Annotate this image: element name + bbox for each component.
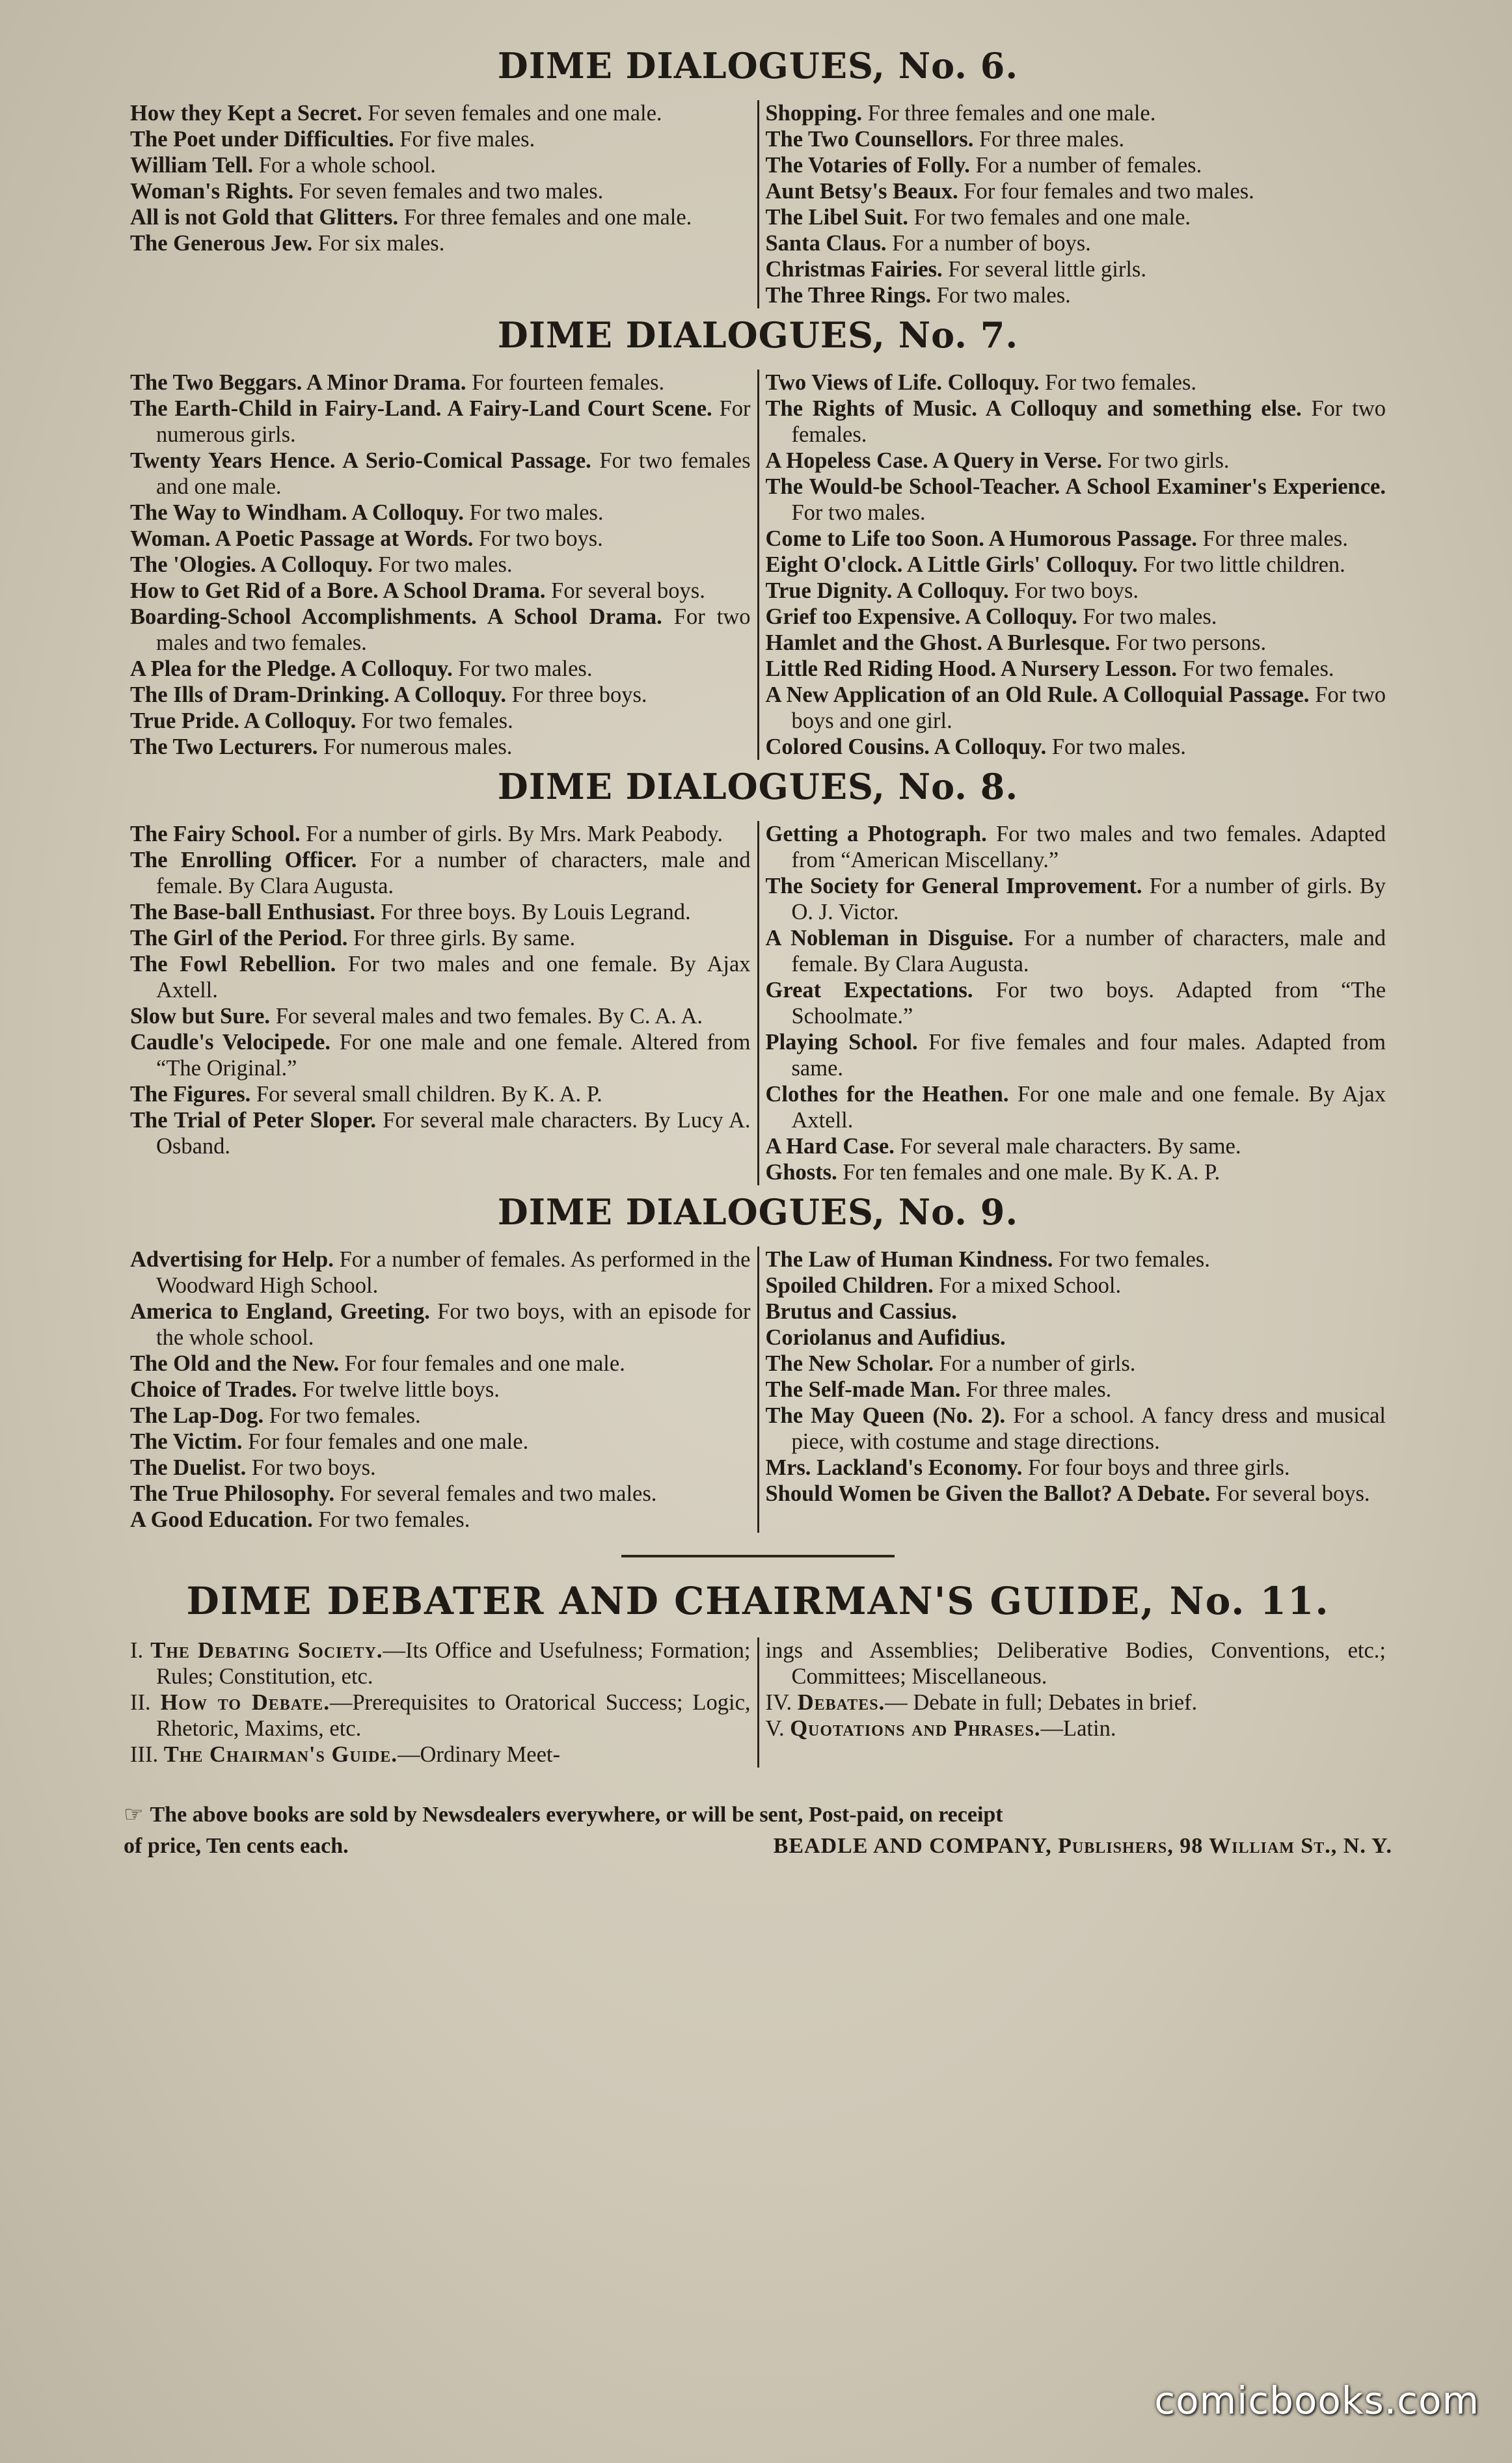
dialogue-cast: For two males.: [791, 500, 926, 526]
dialogue-entry: [766, 1246, 1386, 1272]
dialogue-cast: For two females and one male.: [156, 448, 751, 500]
dialogue-cast: For two persons.: [1116, 630, 1267, 656]
dialogue-title: Should Women be Given the Ballot? A Debate.: [765, 1481, 1211, 1507]
dialogue-entry: [130, 656, 751, 682]
dialogue-entry: [130, 1403, 751, 1429]
dialogue-entry: [130, 1246, 751, 1299]
dialogue-cast: For two males.: [1083, 604, 1217, 630]
dialogue-cast: For a number of girls. By O. J. Victor.: [791, 874, 1386, 925]
dialogue-entry: [766, 1272, 1386, 1299]
debater-heading: Quotations and Phrases.: [790, 1716, 1041, 1742]
dialogue-cast: For two males.: [936, 283, 1071, 308]
dialogue-cast: For several male characters. By Lucy A. Osband.: [156, 1108, 751, 1159]
dialogue-cast: For four females and one male.: [248, 1429, 529, 1455]
debater-entry: [130, 1742, 751, 1768]
dialogue-title: Christmas Fairies.: [765, 257, 943, 282]
dialogue-cast: For two females and one male.: [913, 205, 1191, 230]
debater-heading: The Chairman's Guide.: [163, 1742, 398, 1768]
dialogue-cast: For two females.: [361, 708, 513, 734]
dialogue-cast: For a whole school.: [258, 153, 436, 178]
column-right: [759, 370, 1393, 760]
dialogue-cast: For one male and one female. By Ajax Axtell.: [791, 1082, 1386, 1133]
dialogue-entry: [130, 100, 751, 126]
section-title: DIME DIALOGUES, No. 6.: [497, 45, 1019, 87]
dialogue-cast: For a number of characters, male and female. By Clara Augusta.: [791, 926, 1386, 977]
dialogue-cast: For a number of boys.: [892, 231, 1091, 256]
dialogue-cast: For five males.: [399, 127, 535, 152]
dialogue-title: Coriolanus and Aufidius.: [765, 1325, 1006, 1351]
dialogue-title: The Trial of Peter Sloper.: [130, 1108, 376, 1133]
dialogue-title: A Good Education.: [130, 1507, 313, 1533]
dialogue-title: A Plea for the Pledge. A Colloquy.: [130, 656, 453, 682]
dialogue-cast: For several small children. By K. A. P.: [256, 1082, 602, 1107]
section-columns: [124, 821, 1392, 1185]
dialogue-title: Spoiled Children.: [765, 1273, 934, 1299]
dialogue-cast: For a number of females. As performed in the Woodward High School.: [156, 1247, 751, 1299]
dialogue-title: Eight O'clock. A Little Girls' Colloquy.: [765, 552, 1138, 578]
section-columns: [124, 370, 1392, 760]
dialogue-cast: For two females.: [791, 396, 1386, 448]
dialogue-entry: [766, 656, 1386, 682]
dialogue-title: The Lap-Dog.: [130, 1403, 264, 1429]
dialogue-entry: [766, 1377, 1386, 1403]
dialogue-entry: [766, 474, 1386, 526]
dialogue-entry: [130, 396, 751, 448]
dialogue-entry: [766, 100, 1386, 126]
debater-column-left: [124, 1637, 759, 1768]
section-columns: [124, 100, 1392, 308]
dialogue-entry: [766, 682, 1386, 734]
dialogue-entry: [766, 204, 1386, 230]
dialogue-title: The Fowl Rebellion.: [130, 952, 336, 977]
dialogue-title: Colored Cousins. A Colloquy.: [765, 734, 1047, 760]
column-left: [124, 370, 759, 760]
dialogue-cast: For several boys.: [551, 578, 705, 604]
dialogue-entry: [766, 734, 1386, 760]
debater-desc: —Prerequisites to Oratorical Success; Logic, Rhetoric, Maxims, etc.: [156, 1690, 751, 1742]
dialogue-cast: For two boys and one girl.: [791, 682, 1386, 734]
dialogue-cast: For three girls. By same.: [353, 926, 576, 951]
dialogue-cast: For two males.: [1051, 734, 1186, 760]
dialogue-cast: For two females.: [1045, 370, 1197, 396]
dialogue-entry: [766, 396, 1386, 448]
dialogue-cast: For two boys.: [251, 1455, 376, 1481]
dialogue-title: The Girl of the Period.: [130, 926, 348, 951]
debater-columns: [124, 1637, 1392, 1768]
debater-numeral: V.: [765, 1716, 785, 1742]
debater-numeral: II.: [130, 1690, 151, 1716]
dialogue-title: The Enrolling Officer.: [130, 848, 357, 873]
dialogue-entry: [130, 1081, 751, 1107]
dialogue-entry: [766, 1403, 1386, 1455]
notice-text: The above books are sold by Newsdealers everywhere, or will be sent, Post-paid, on receipt: [150, 1803, 1003, 1827]
debater-entry: [766, 1716, 1386, 1742]
dialogue-title: The May Queen (No. 2).: [765, 1403, 1006, 1429]
dialogue-cast: For two males and one female. By Ajax Axtell.: [156, 952, 751, 1003]
dialogue-cast: For numerous girls.: [156, 396, 751, 448]
dialogue-cast: For six males.: [317, 231, 445, 256]
dialogue-title: Clothes for the Heathen.: [765, 1082, 1009, 1107]
dialogue-cast: For two females.: [269, 1403, 421, 1429]
dialogue-cast: For two boys, with an episode for the whole school.: [156, 1299, 751, 1351]
dialogue-entry: [766, 448, 1386, 474]
dialogue-cast: For two females.: [1182, 656, 1334, 682]
dialogue-title: The Duelist.: [130, 1455, 247, 1481]
notice-line-1: [124, 1799, 1392, 1831]
dialogue-entry: [130, 204, 751, 230]
dialogue-entry: [130, 1107, 751, 1159]
dialogue-entry: [130, 500, 751, 526]
column-right: [759, 100, 1393, 308]
section-columns: [124, 1246, 1392, 1533]
dialogue-title: Twenty Years Hence. A Serio-Comical Passage.: [130, 448, 591, 474]
debater-heading: Debates.: [797, 1690, 885, 1716]
dialogue-entry: [766, 370, 1386, 396]
dialogue-cast: For ten females and one male. By K. A. P.: [843, 1160, 1221, 1185]
dialogue-entry: [766, 1351, 1386, 1377]
dialogue-title: Come to Life too Soon. A Humorous Passage.: [765, 526, 1198, 552]
watermark-text: comicbooks.com: [1154, 2378, 1479, 2423]
debater-entry: [766, 1689, 1386, 1716]
dialogue-entry: [130, 1003, 751, 1029]
dialogue-title: The Poet under Difficulties.: [130, 127, 394, 152]
column-right: [759, 821, 1393, 1185]
dialogue-cast: For a number of females.: [975, 153, 1202, 178]
dialogue-entry: [766, 925, 1386, 977]
dialogue-title: Woman. A Poetic Passage at Words.: [130, 526, 474, 552]
dialogue-title: The Ills of Dram-Drinking. A Colloquy.: [130, 682, 506, 708]
dialogue-entry: [130, 708, 751, 734]
dialogue-title: True Pride. A Colloquy.: [130, 708, 357, 734]
dialogue-cast: For three males.: [966, 1377, 1112, 1403]
debater-desc: ings and Assemblies; Deliberative Bodies, Conventions, etc.; Committees; Miscellaneous.: [765, 1638, 1386, 1689]
dialogue-title: The Law of Human Kindness.: [765, 1247, 1053, 1272]
dialogue-entry: [766, 630, 1386, 656]
debater-desc: —Its Office and Usefulness; Formation; Rules; Constitution, etc.: [156, 1638, 751, 1689]
dialogue-entry: [130, 604, 751, 656]
dialogue-cast: For a school. A fancy dress and musical piece, with costume and stage directions.: [791, 1403, 1386, 1455]
dialogue-cast: For several male characters. By same.: [900, 1134, 1241, 1159]
dialogue-entry: [130, 370, 751, 396]
dialogue-cast: For two males.: [378, 552, 513, 578]
debater-heading: How to Debate.: [160, 1690, 330, 1716]
dialogue-title: Little Red Riding Hood. A Nursery Lesson.: [765, 656, 1178, 682]
debater-numeral: IV.: [765, 1690, 792, 1716]
dialogue-entry: [130, 1429, 751, 1455]
dialogue-title: Great Expectations.: [765, 978, 973, 1003]
dialogue-title: The Fairy School.: [130, 822, 301, 847]
dialogue-title: The Victim.: [130, 1429, 243, 1455]
dialogue-title: Two Views of Life. Colloquy.: [765, 370, 1040, 396]
dialogue-cast: For three males.: [1202, 526, 1348, 552]
dialogue-entry: [130, 1029, 751, 1081]
dialogue-cast: For three males.: [979, 127, 1125, 152]
dialogue-entry: [130, 578, 751, 604]
debater-heading: The Debating Society.: [150, 1638, 383, 1663]
dialogue-cast: For two females.: [318, 1507, 470, 1533]
dialogue-cast: For two boys.: [479, 526, 603, 552]
dialogue-title: The Rights of Music. A Colloquy and something else.: [765, 396, 1302, 422]
dialogue-entry: [130, 1455, 751, 1481]
dialogue-cast: For four females and two males.: [964, 179, 1254, 204]
divider-rule: [621, 1555, 895, 1557]
dialogue-entry: [130, 552, 751, 578]
dialogue-title: Mrs. Lackland's Economy.: [765, 1455, 1023, 1481]
publisher-notice: [124, 1799, 1392, 1862]
dialogue-title: Boarding-School Accomplishments. A School Drama.: [130, 604, 662, 630]
dialogue-entry: [130, 682, 751, 708]
dialogue-title: Caudle's Velocipede.: [130, 1030, 331, 1055]
dialogue-title: True Dignity. A Colloquy.: [765, 578, 1009, 604]
debater-entry: [130, 1637, 751, 1689]
dialogue-entry: [130, 734, 751, 760]
dialogue-entry: [130, 1351, 751, 1377]
dialogue-title: The Votaries of Folly.: [765, 153, 970, 178]
dialogue-title: The Self-made Man.: [765, 1377, 961, 1403]
dialogue-title: The Way to Windham. A Colloquy.: [130, 500, 464, 526]
dialogue-title: A Nobleman in Disguise.: [765, 926, 1014, 951]
dialogue-cast: For two females.: [1059, 1247, 1210, 1272]
dialogue-cast: For a number of girls.: [939, 1351, 1136, 1377]
pointing-hand-icon: ☞: [124, 1801, 144, 1828]
debater-numeral: I.: [130, 1638, 144, 1663]
dialogue-title: All is not Gold that Glitters.: [130, 205, 399, 230]
debater-entry: [130, 1689, 751, 1742]
dialogue-cast: For two boys.: [1014, 578, 1139, 604]
dialogue-cast: For two males.: [458, 656, 593, 682]
debater-column-right: [759, 1637, 1393, 1768]
column-left: [124, 1246, 759, 1533]
dialogue-cast: For fourteen females.: [472, 370, 665, 396]
dialogue-entry: [766, 230, 1386, 256]
dialogue-entry: [766, 1159, 1386, 1185]
dialogue-title: Brutus and Cassius.: [765, 1299, 957, 1325]
dialogue-title: The Two Counsellors.: [765, 127, 974, 152]
dialogue-title: Getting a Photograph.: [765, 822, 987, 847]
dialogue-title: The Three Rings.: [765, 283, 932, 308]
dialogue-entry: [130, 847, 751, 899]
dialogue-entry: [766, 178, 1386, 204]
dialogue-entry: [766, 821, 1386, 873]
dialogue-entry: [766, 604, 1386, 630]
dialogue-entry: [130, 230, 751, 256]
section-title: DIME DIALOGUES, No. 8.: [497, 766, 1019, 808]
dialogue-entry: [130, 951, 751, 1003]
debater-desc: —Ordinary Meet-: [397, 1742, 561, 1768]
dialogue-entry: [130, 925, 751, 951]
dialogue-title: How to Get Rid of a Bore. A School Drama.: [130, 578, 546, 604]
dialogue-title: Hamlet and the Ghost. A Burlesque.: [765, 630, 1111, 656]
dialogue-title: Santa Claus.: [765, 231, 887, 256]
dialogue-cast: For numerous males.: [323, 734, 513, 760]
dialogue-title: The Old and the New.: [130, 1351, 340, 1377]
dialogue-title: Shopping.: [765, 101, 863, 126]
dialogue-title: The Figures.: [130, 1082, 251, 1107]
dialogue-cast: For three boys.: [511, 682, 647, 708]
dialogue-title: The Two Beggars. A Minor Drama.: [130, 370, 466, 396]
column-right: [759, 1246, 1393, 1533]
dialogue-entry: [130, 152, 751, 178]
dialogue-cast: For four boys and three girls.: [1028, 1455, 1290, 1481]
dialogue-entry: [766, 526, 1386, 552]
dialogue-title: Aunt Betsy's Beaux.: [765, 179, 958, 204]
dialogue-cast: For a number of girls. By Mrs. Mark Peabody.: [306, 822, 723, 847]
dialogue-entry: [130, 448, 751, 500]
dialogue-cast: For several males and two females. By C. A. A.: [275, 1004, 703, 1029]
publisher-address: BEADLE AND COMPANY, Publishers, 98 William St., N. Y.: [773, 1834, 1392, 1859]
column-left: [124, 821, 759, 1185]
dialogue-entry: [766, 1455, 1386, 1481]
dialogue-cast: For seven females and two males.: [299, 179, 604, 204]
dialogue-cast: For three females and one male.: [867, 101, 1156, 126]
dialogue-cast: For one male and one female. Altered from “The Original.”: [156, 1030, 751, 1081]
dialogue-entry: [130, 126, 751, 152]
dialogue-cast: For several females and two males.: [340, 1481, 657, 1507]
dialogue-title: The Would-be School-Teacher. A School Examiner's Experience.: [765, 474, 1386, 500]
dialogue-title: The 'Ologies. A Colloquy.: [130, 552, 373, 578]
dialogue-title: Playing School.: [765, 1030, 918, 1055]
dialogue-cast: For twelve little boys.: [303, 1377, 500, 1403]
dialogue-cast: For five females and four males. Adapted from same.: [791, 1030, 1386, 1081]
section-title: DIME DIALOGUES, No. 9.: [497, 1191, 1019, 1233]
dialogue-cast: For two males and two females.: [156, 604, 751, 656]
price-text: of price, Ten cents each.: [124, 1834, 349, 1859]
debater-entry: [766, 1637, 1386, 1689]
dialogue-title: A Hard Case.: [765, 1134, 895, 1159]
dialogue-title: Ghosts.: [765, 1160, 837, 1185]
dialogue-title: Advertising for Help.: [130, 1247, 334, 1272]
dialogue-entry: [130, 178, 751, 204]
dialogue-title: The Generous Jew.: [130, 231, 313, 256]
section-title: DIME DIALOGUES, No. 7.: [497, 314, 1019, 357]
dialogue-cast: For a mixed School.: [939, 1273, 1122, 1299]
dialogue-cast: For two girls.: [1107, 448, 1230, 474]
dialogue-entry: [766, 256, 1386, 282]
dialogue-entry: [766, 873, 1386, 925]
dialogue-title: A New Application of an Old Rule. A Colloquial Passage.: [765, 682, 1310, 708]
dialogue-entry: [766, 1325, 1386, 1351]
debater-numeral: III.: [130, 1742, 159, 1768]
dialogue-entry: [130, 899, 751, 925]
dialogue-title: The True Philosophy.: [130, 1481, 335, 1507]
dialogue-title: A Hopeless Case. A Query in Verse.: [765, 448, 1103, 474]
dialogue-entry: [766, 552, 1386, 578]
dialogue-title: Woman's Rights.: [130, 179, 294, 204]
dialogue-cast: For four females and one male.: [344, 1351, 625, 1377]
dialogue-entry: [130, 1507, 751, 1533]
debater-title: DIME DEBATER AND CHAIRMAN'S GUIDE, No. 11.: [186, 1579, 1330, 1624]
dialogue-title: The Earth-Child in Fairy-Land. A Fairy-Land Court Scene.: [130, 396, 712, 422]
dialogue-title: Choice of Trades.: [130, 1377, 297, 1403]
dialogue-cast: For several boys.: [1215, 1481, 1370, 1507]
dialogue-entry: [766, 152, 1386, 178]
dialogue-entry: [766, 1299, 1386, 1325]
dialogue-title: Slow but Sure.: [130, 1004, 271, 1029]
debater-desc: — Debate in full; Debates in brief.: [885, 1690, 1198, 1716]
dialogue-entry: [130, 1299, 751, 1351]
dialogue-title: The New Scholar.: [765, 1351, 934, 1377]
debater-desc: —Latin.: [1040, 1716, 1116, 1742]
dialogue-cast: For two males and two females. Adapted from “American Miscellany.”: [791, 822, 1386, 873]
dialogue-cast: For a number of characters, male and female. By Clara Augusta.: [156, 848, 751, 899]
page-content: [124, 39, 1392, 1862]
dialogue-cast: For two males.: [469, 500, 604, 526]
dialogue-title: Grief too Expensive. A Colloquy.: [765, 604, 1077, 630]
dialogue-cast: For three boys. By Louis Legrand.: [381, 900, 691, 925]
dialogue-cast: For several little girls.: [948, 257, 1146, 282]
dialogue-title: William Tell.: [130, 153, 254, 178]
dialogue-entry: [766, 1481, 1386, 1507]
dialogue-cast: For seven females and one male.: [368, 101, 662, 126]
dialogue-title: America to England, Greeting.: [130, 1299, 430, 1325]
dialogue-cast: For three females and one male.: [403, 205, 692, 230]
dialogue-entry: [766, 977, 1386, 1029]
dialogue-cast: For two little children.: [1143, 552, 1345, 578]
dialogue-entry: [130, 526, 751, 552]
dialogue-cast: For two boys. Adapted from “The Schoolmate.”: [791, 978, 1386, 1029]
dialogue-entry: [766, 282, 1386, 308]
dialogue-entry: [766, 1081, 1386, 1133]
dialogue-entry: [130, 821, 751, 847]
dialogue-title: The Society for General Improvement.: [765, 874, 1142, 899]
dialogue-entry: [130, 1481, 751, 1507]
dialogue-title: The Libel Suit.: [765, 205, 909, 230]
dialogue-entry: [766, 578, 1386, 604]
notice-line-2: [124, 1831, 1392, 1862]
column-left: [124, 100, 759, 308]
dialogue-title: The Base-ball Enthusiast.: [130, 900, 375, 925]
dialogue-entry: [766, 1133, 1386, 1159]
dialogue-entry: [766, 1029, 1386, 1081]
dialogue-title: How they Kept a Secret.: [130, 101, 362, 126]
dialogue-entry: [766, 126, 1386, 152]
dialogue-title: The Two Lecturers.: [130, 734, 318, 760]
dialogue-entry: [130, 1377, 751, 1403]
